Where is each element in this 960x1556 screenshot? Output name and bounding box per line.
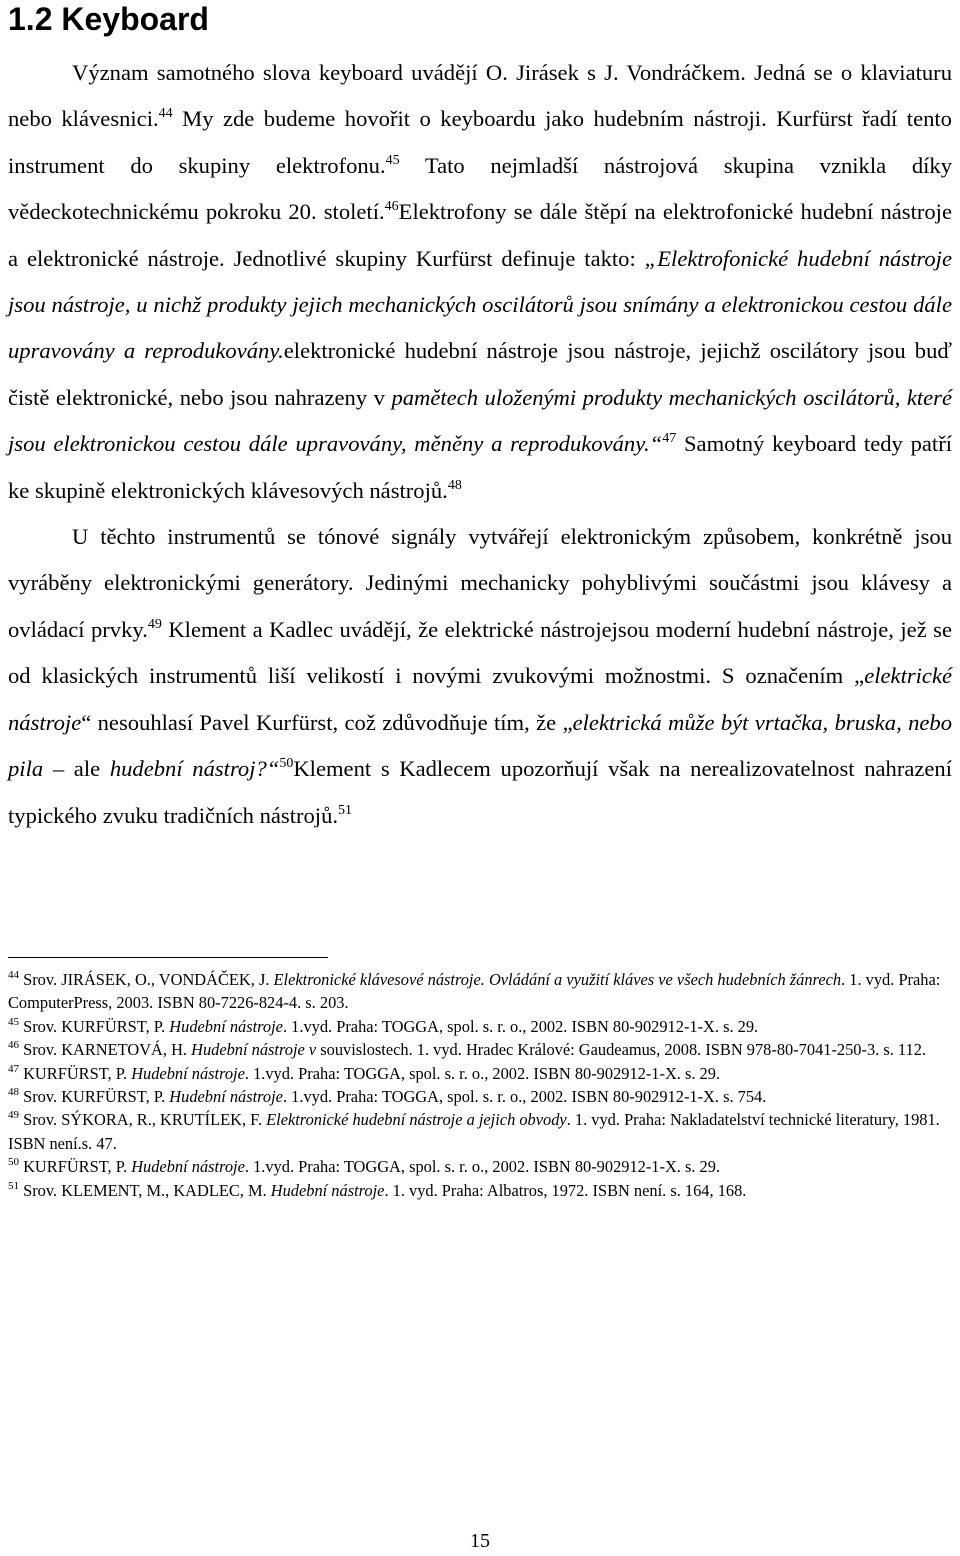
footnote: [8, 1015, 952, 1038]
footnote-ref-47[interactable]: 47: [662, 431, 677, 447]
footnote-text: . 1. vyd. Praha: Nakladatelství technické literatury, 1981. ISBN není.s. 47.: [8, 1110, 940, 1153]
footnote: [8, 1108, 952, 1155]
footnote-number: 49: [8, 1109, 19, 1122]
text: Elektrofony se dále štěpí na elektrofonické hudební nástroje a elektronické nástroje. Jednotlivé skupiny Kurfürst definuje takto:: [8, 199, 952, 271]
footnote: [8, 1038, 952, 1061]
footnote-number: 51: [8, 1179, 19, 1192]
text: Klement s Kadlecem upozorňují však na nerealizovatelnost nahrazení typického zvuku tradičních nástrojů.: [8, 756, 953, 828]
italic-term: elektrická může být vrtačka, bruska, nebo pila: [8, 709, 953, 782]
footnote-text: . 1.vyd. Praha: TOGGA, spol. s. r. o., 2002. ISBN 80-902912-1-X. s. 754.: [282, 1086, 767, 1106]
footnote-text: Srov. KARNETOVÁ, H.: [19, 1040, 192, 1060]
footnote-title: Hudební nástroje: [131, 1063, 245, 1083]
text: Tato nejmladší nástrojová skupina vznikla díky vědeckotechnickému pokroku 20. století.: [8, 152, 952, 225]
footnote-text: KURFÜRST, P.: [19, 1063, 132, 1083]
text: – ale: [43, 756, 110, 782]
footnote-text: . 1. vyd. Praha: Albatros, 1972. ISBN není. s. 164, 168.: [384, 1180, 747, 1200]
footnote-number: 48: [8, 1085, 19, 1098]
section-heading: 1.2 Keyboard: [8, 1, 209, 37]
footnote: [8, 1085, 952, 1108]
footnote-title: Elektronické klávesové nástroje. Ovládání a využití kláves ve všech hudebních žánrech: [273, 969, 842, 989]
footnote-number: 45: [8, 1015, 19, 1028]
footnote-title: Hudební nástroje: [131, 1157, 245, 1177]
footnote: [8, 1062, 952, 1085]
footnote-text: . 1.vyd. Praha: TOGGA, spol. s. r. o., 2002. ISBN 80-902912-1-X. s. 29.: [282, 1016, 759, 1036]
footnote-number: 50: [8, 1156, 19, 1169]
footnote-ref-48[interactable]: 48: [447, 477, 462, 493]
text: elektronické hudební nástroje jsou nástroje, jejichž oscilátory jsou buď čistě elektronické, nebo jsou: [8, 338, 952, 410]
quote-italic: pamětech uloženými produkty mechanických oscilátorů, které jsou elektronickou cestou dále upravovány, měněny a reprodukovány.“: [8, 384, 953, 457]
italic-term: elektrické nástroje: [8, 663, 952, 735]
text: U těchto instrumentů se tónové signály vytvářejí elektronickým způsobem, konkrétně jsou vyráběny elektronickými generátory. Jedinými mechanicky pohyblivými součástmi jsou klávesy a ovládací prvky.: [8, 524, 952, 642]
footnote-ref-44[interactable]: 44: [158, 106, 173, 122]
footnote-ref-49[interactable]: 49: [147, 616, 162, 632]
footnotes: [8, 968, 952, 1202]
text: My zde budeme hovořit o keyboardu jako hudebním nástroji. Kurfürst řadí tento instrument do skupiny elektrofonu.: [8, 106, 952, 178]
text: Význam samotného slova keyboard uvádějí O. Jirásek s J. Vondráčkem. Jedná se o klaviaturu nebo klávesnici.: [8, 60, 952, 132]
footnote-text: . 1.vyd. Praha: TOGGA, spol. s. r. o., 2002. ISBN 80-902912-1-X. s. 29.: [244, 1157, 721, 1177]
quote-italic: „Elektrofonické hudební nástroje jsou nástroje, u nichž produkty jejich mechanických oscilátorů jsou snímány a elektronickou cestou dále upravovány a reprodukovány.: [8, 245, 952, 364]
text: nahrazeny v: [274, 384, 392, 410]
footnote: [8, 1155, 952, 1178]
footnote-text: souvislostech. 1. vyd. Hradec Králové: Gaudeamus, 2008. ISBN 978-80-7041-250-3. s. 112.: [316, 1040, 927, 1060]
footnote-ref-46[interactable]: 46: [384, 199, 399, 215]
footnote-number: 46: [8, 1039, 19, 1052]
footnote-text: KURFÜRST, P.: [19, 1157, 132, 1177]
footnote-ref-45[interactable]: 45: [385, 152, 400, 168]
footnote-number: 47: [8, 1062, 19, 1075]
page-number: 15: [470, 1530, 490, 1552]
footnote-text: Srov. KLEMENT, M., KADLEC, M.: [19, 1180, 271, 1200]
footnote-text: Srov. KURFÜRST, P.: [19, 1086, 170, 1106]
footnote-ref-50[interactable]: 50: [279, 756, 294, 772]
text: “ nesouhlasí Pavel Kurfürst, což zdůvodňuje tím, že „: [81, 709, 573, 735]
paragraph-electronic-instruments: [8, 514, 952, 839]
footnote-ref-51[interactable]: 51: [338, 802, 353, 818]
footnote: [8, 1179, 952, 1202]
footnote-text: Srov. SÝKORA, R., KRUTÍLEK, F.: [19, 1110, 267, 1130]
footnote-title: Elektronické hudební nástroje a jejich obvody: [266, 1110, 567, 1130]
footnote-text: . 1. vyd. Praha: ComputerPress, 2003. ISBN 80-7226-824-4. s. 203.: [8, 969, 941, 1013]
footnote-title: Hudební nástroje: [169, 1016, 283, 1036]
footnote-text: Srov. KURFÜRST, P.: [19, 1016, 170, 1036]
paragraph-definitions: [8, 50, 952, 514]
footnote-title: Hudební nástroje v: [191, 1040, 317, 1060]
footnote: [8, 968, 952, 1015]
italic-term: hudební nástroj?“: [109, 756, 280, 782]
footnote-text: . 1.vyd. Praha: TOGGA, spol. s. r. o., 2002. ISBN 80-902912-1-X. s. 29.: [244, 1063, 721, 1083]
footnote-separator: [8, 957, 328, 958]
text: Samotný keyboard tedy patří ke skupině elektronických klávesových nástrojů.: [8, 431, 953, 503]
footnote-title: Hudební nástroje: [169, 1086, 283, 1106]
footnote-text: Srov. JIRÁSEK, O., VONDÁČEK, J.: [19, 969, 274, 989]
text: Klement a Kadlec uvádějí, že elektrické nástrojejsou moderní hudební nástroje, jež se od klasických instrumentů liší velikostí i novými zvukovými možnostmi. S označením „: [8, 616, 952, 689]
footnote-title: Hudební nástroje: [270, 1180, 385, 1200]
footnote-number: 44: [8, 968, 19, 981]
